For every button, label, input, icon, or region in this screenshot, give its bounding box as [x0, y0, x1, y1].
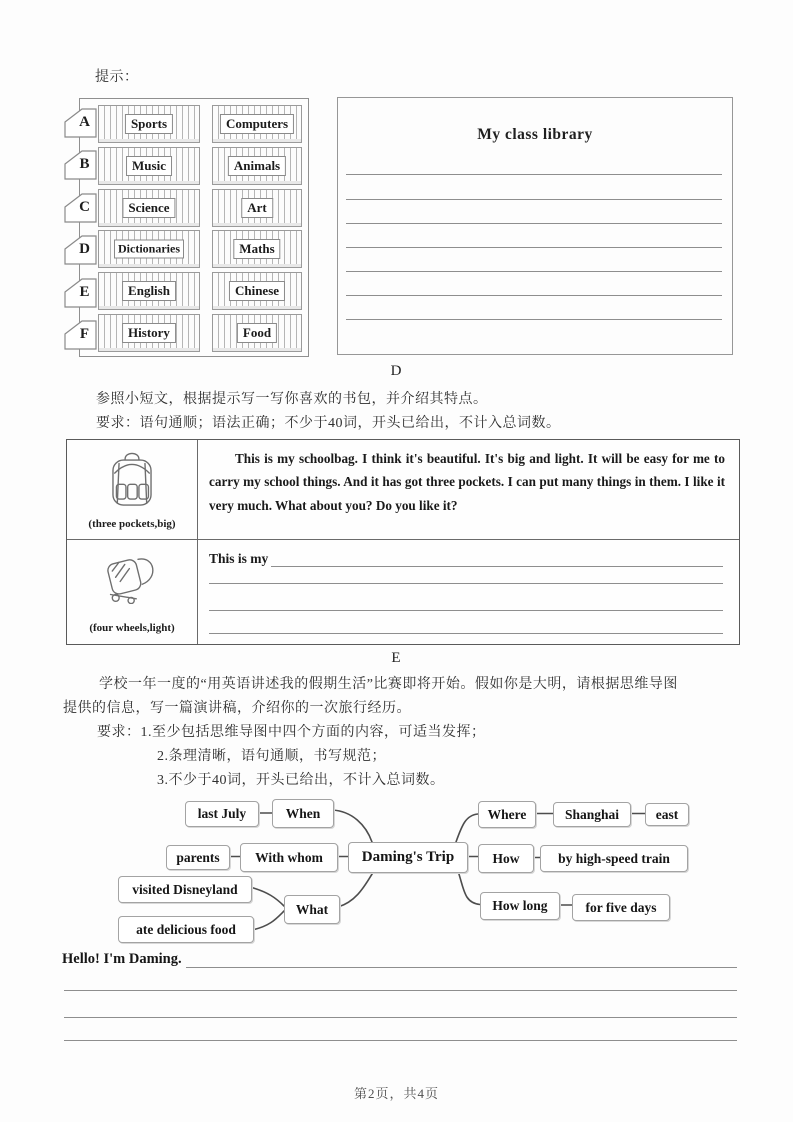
shelf-tab-a — [64, 108, 97, 138]
section-e-intro-line1: 学校一年一度的“用英语讲述我的假期生活”比赛即将开始。假如你是大明，请根据思维导图 — [99, 677, 678, 692]
speech-starter-row — [62, 951, 737, 968]
section-d-requirement: 要求：语句通顺；语法正确；不少于40词，开头已给出，不计入总词数。 — [96, 416, 561, 431]
answer-blank — [271, 551, 723, 567]
shelf-label: Art — [241, 198, 273, 218]
shelf-cell — [98, 230, 200, 268]
shelf-label: Food — [237, 323, 277, 343]
section-e-heading: E — [391, 650, 402, 666]
mindmap-node-what: What — [284, 895, 340, 924]
answer-blank — [186, 951, 737, 968]
shelf-tab-letter: C — [79, 199, 90, 215]
bookshelf — [79, 98, 309, 357]
mindmap-node-train: by high-speed train — [540, 845, 688, 872]
backpack-caption: (three pockets,big) — [88, 518, 176, 530]
writing-line — [64, 1017, 737, 1018]
section-e-intro-line2: 提供的信息，写一篇演讲稿，介绍你的一次旅行经历。 — [63, 701, 411, 716]
shelf-label: Science — [122, 198, 175, 218]
page-footer: 第2页，共4页 — [353, 1086, 439, 1101]
mindmap-node-east: east — [645, 803, 689, 826]
shelf-label: Maths — [233, 239, 280, 259]
shelf-label: Dictionaries — [114, 240, 184, 259]
shelf-label: History — [122, 323, 176, 343]
mindmap-node-ate: ate delicious food — [118, 916, 254, 943]
shelf-tab-d — [64, 235, 97, 265]
trolley-caption: (four wheels,light) — [89, 622, 175, 634]
mindmap-node-parents: parents — [166, 845, 230, 870]
mindmap-node-with-whom: With whom — [240, 843, 338, 872]
shelf-tab-c — [64, 193, 97, 223]
writing-line — [346, 319, 722, 320]
mindmap-node-five-days: for five days — [572, 894, 670, 921]
answer-starter-row — [209, 551, 723, 567]
section-e-requirement-3: 3.不少于40词，开头已给出，不计入总词数。 — [157, 773, 445, 788]
section-d-heading: D — [390, 363, 403, 379]
shelf-cell — [212, 272, 302, 310]
trolley-bag-icon — [102, 549, 162, 604]
mindmap-node-center: Daming's Trip — [348, 842, 468, 873]
mind-map — [60, 795, 740, 950]
mindmap-node-when: When — [272, 799, 334, 828]
shelf-tab-letter: F — [79, 326, 90, 342]
shelf-tab-b — [64, 150, 97, 180]
table-divider — [67, 539, 739, 540]
example-paragraph: This is my schoolbag. I think it's beautiful. It's big and light. It will be easy for me to carry my school things. And it has got three pockets. I can put many things in them. I like it very much. What about you? Do you like it? — [209, 451, 725, 513]
shelf-label: Chinese — [229, 281, 285, 301]
shelf-cell — [212, 230, 302, 268]
mindmap-node-shanghai: Shanghai — [553, 802, 631, 827]
shelf-tab-letter: E — [79, 284, 90, 300]
shelf-cell — [212, 189, 302, 227]
shelf-label: Animals — [228, 156, 286, 176]
table-divider — [197, 440, 198, 644]
shelf-cell — [212, 147, 302, 185]
trolley-image-cell — [67, 549, 197, 609]
shelf-cell — [98, 147, 200, 185]
shelf-label: English — [122, 281, 176, 301]
section-e-requirement-2: 2.条理清晰，语句通顺，书写规范； — [157, 749, 386, 764]
writing-line — [346, 223, 722, 224]
mindmap-node-how-long: How long — [480, 892, 560, 920]
shelf-cell — [212, 105, 302, 143]
shelf-label: Computers — [220, 114, 294, 134]
library-title: My class library — [477, 126, 593, 143]
bookshelf-row — [80, 147, 308, 183]
shelf-tab-letter: A — [79, 114, 90, 130]
writing-line — [346, 247, 722, 248]
section-e-requirement-1: 要求：1.至少包括思维导图中四个方面的内容，可适当发挥； — [97, 725, 486, 740]
shelf-tab-letter: B — [79, 156, 90, 172]
shelf-tab-f — [64, 320, 97, 350]
writing-line — [346, 199, 722, 200]
writing-line — [346, 295, 722, 296]
shelf-label: Music — [126, 156, 172, 176]
mindmap-node-how: How — [478, 844, 534, 873]
speech-starter: Hello! I'm Daming. — [62, 951, 182, 967]
backpack-image-cell — [67, 448, 197, 517]
bookshelf-row — [80, 189, 308, 225]
class-library-box — [337, 97, 733, 355]
shelf-tab-e — [64, 278, 97, 308]
writing-line — [209, 610, 723, 611]
backpack-icon — [104, 448, 160, 512]
writing-line — [346, 174, 722, 175]
writing-line — [64, 990, 737, 991]
writing-line — [346, 271, 722, 272]
answer-starter: This is my — [209, 551, 269, 566]
mindmap-node-last-july: last July — [185, 801, 259, 827]
bookshelf-row — [80, 272, 308, 308]
section-d-instruction: 参照小短文，根据提示写一写你喜欢的书包，并介绍其特点。 — [96, 392, 488, 407]
shelf-cell — [98, 272, 200, 310]
section-d-table — [66, 439, 740, 645]
writing-line — [209, 583, 723, 584]
writing-line — [64, 1040, 737, 1041]
shelf-label: Sports — [125, 114, 173, 134]
bookshelf-row — [80, 230, 308, 266]
shelf-cell — [212, 314, 302, 352]
shelf-tab-letter: D — [79, 241, 90, 257]
hint-label: 提示： — [95, 70, 139, 85]
bookshelf-row — [80, 105, 308, 141]
shelf-cell — [98, 189, 200, 227]
writing-line — [209, 633, 723, 634]
shelf-cell — [98, 314, 200, 352]
bookshelf-row — [80, 314, 308, 350]
shelf-cell — [98, 105, 200, 143]
mindmap-node-where: Where — [478, 801, 536, 828]
mindmap-node-visited: visited Disneyland — [118, 876, 252, 903]
